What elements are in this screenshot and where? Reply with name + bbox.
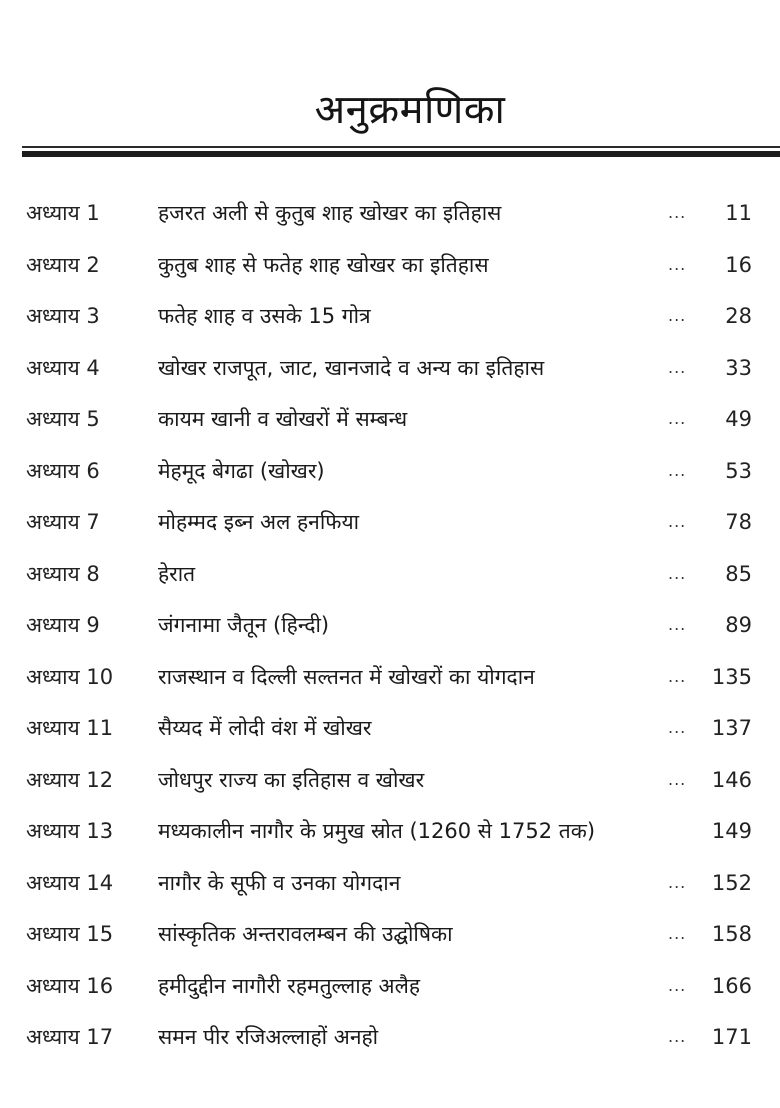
dot-leader: ... [668,254,687,274]
chapter-title: फतेह शाह व उसके 15 गोत्र [158,304,371,328]
dot-leader: ... [668,1027,687,1046]
toc-entry[interactable] [0,242,780,294]
page-number: 149 [711,819,752,843]
dot-leader: ... [668,563,687,583]
page-number: 89 [725,613,752,637]
chapter-label: अध्याय 3 [26,304,100,328]
chapter-title: हमीदुद्दीन नागौरी रहमतुल्लाह अलैह [158,973,420,998]
dot-leader: ... [668,512,687,531]
chapter-label: अध्याय 5 [26,407,100,431]
page-number: 78 [725,510,752,534]
chapter-label: अध्याय 11 [26,716,114,740]
table-of-contents [0,190,780,1066]
chapter-label: अध्याय 8 [26,561,100,586]
dot-leader: ... [668,769,687,789]
page-number: 137 [711,716,752,740]
chapter-title: खोखर राजपूत, जाट, खानजादे व अन्य का इतिहास [158,355,545,380]
chapter-label: अध्याय 10 [26,664,114,689]
chapter-title: जोधपुर राज्य का इतिहास व खोखर [158,767,425,792]
title-rule-thick [22,151,780,157]
toc-entry[interactable] [0,396,780,448]
dot-leader: ... [668,666,687,686]
toc-entry[interactable] [0,860,780,912]
page-number: 28 [725,304,752,328]
dot-leader: ... [668,872,687,892]
toc-entry[interactable] [0,345,780,397]
chapter-title: मध्यकालीन नागौर के प्रमुख स्रोत (1260 से 1752 तक) [158,819,596,843]
chapter-label: अध्याय 17 [26,1025,114,1049]
dot-leader: ... [668,718,687,737]
chapter-label: अध्याय 13 [26,819,114,843]
toc-entry[interactable] [0,190,780,242]
toc-entry[interactable] [0,499,780,551]
toc-entry[interactable] [0,757,780,809]
chapter-title: जंगनामा जैतून (हिन्दी) [158,613,330,637]
dot-leader: ... [668,615,687,634]
toc-entry[interactable] [0,293,780,345]
chapter-label: अध्याय 4 [26,355,100,380]
page-number: 171 [711,1025,752,1049]
page-number: 49 [725,407,752,431]
chapter-title: सांस्कृतिक अन्तरावलम्बन की उद्घोषिका [158,922,453,946]
page-number: 135 [711,664,752,689]
chapter-title: मोहम्मद इब्न अल हनफिया [158,510,360,534]
toc-entry[interactable] [0,705,780,757]
toc-entry[interactable] [0,551,780,603]
chapter-label: अध्याय 16 [26,973,114,998]
toc-entry[interactable] [0,911,780,963]
page-number: 146 [711,767,752,792]
chapter-label: अध्याय 1 [26,201,100,225]
toc-entry[interactable] [0,654,780,706]
page-number: 16 [725,252,752,277]
title-rule-thin [22,146,780,148]
chapter-label: अध्याय 6 [26,458,100,483]
chapter-title: कुतुब शाह से फतेह शाह खोखर का इतिहास [158,252,489,277]
chapter-label: अध्याय 15 [26,922,114,946]
page-title: अनुक्रमणिका [314,87,506,133]
toc-entry[interactable] [0,1014,780,1066]
chapter-title: कायम खानी व खोखरों में सम्बन्ध [158,407,408,431]
chapter-label: अध्याय 9 [26,613,100,637]
dot-leader: ... [668,357,687,377]
page-number: 85 [725,561,752,586]
dot-leader: ... [668,975,687,995]
page-number: 53 [725,458,752,483]
dot-leader: ... [668,924,687,943]
chapter-title: मेहमूद बेगढा (खोखर) [158,458,325,483]
page-number: 152 [711,870,752,895]
chapter-label: अध्याय 2 [26,252,100,277]
chapter-label: अध्याय 12 [26,767,114,792]
page-number: 158 [711,922,752,946]
chapter-title: हजरत अली से कुतुब शाह खोखर का इतिहास [158,201,502,225]
dot-leader: ... [668,409,687,428]
dot-leader: ... [668,203,687,222]
page-number: 166 [711,973,752,998]
chapter-title: हेरात [158,561,196,586]
toc-entry[interactable] [0,808,780,860]
chapter-title: सैय्यद में लोदी वंश में खोखर [158,716,372,740]
dot-leader: ... [668,306,687,325]
chapter-title: समन पीर रजिअल्लाहों अनहो [158,1025,379,1049]
chapter-title: नागौर के सूफी व उनका योगदान [158,870,401,895]
toc-entry[interactable] [0,602,780,654]
toc-entry[interactable] [0,963,780,1015]
page-number: 11 [725,201,752,225]
chapter-title: राजस्थान व दिल्ली सल्तनत में खोखरों का योगदान [158,664,535,689]
toc-entry[interactable] [0,448,780,500]
chapter-label: अध्याय 7 [26,510,100,534]
dot-leader: ... [668,460,687,480]
chapter-label: अध्याय 14 [26,870,114,895]
page-number: 33 [725,355,752,380]
